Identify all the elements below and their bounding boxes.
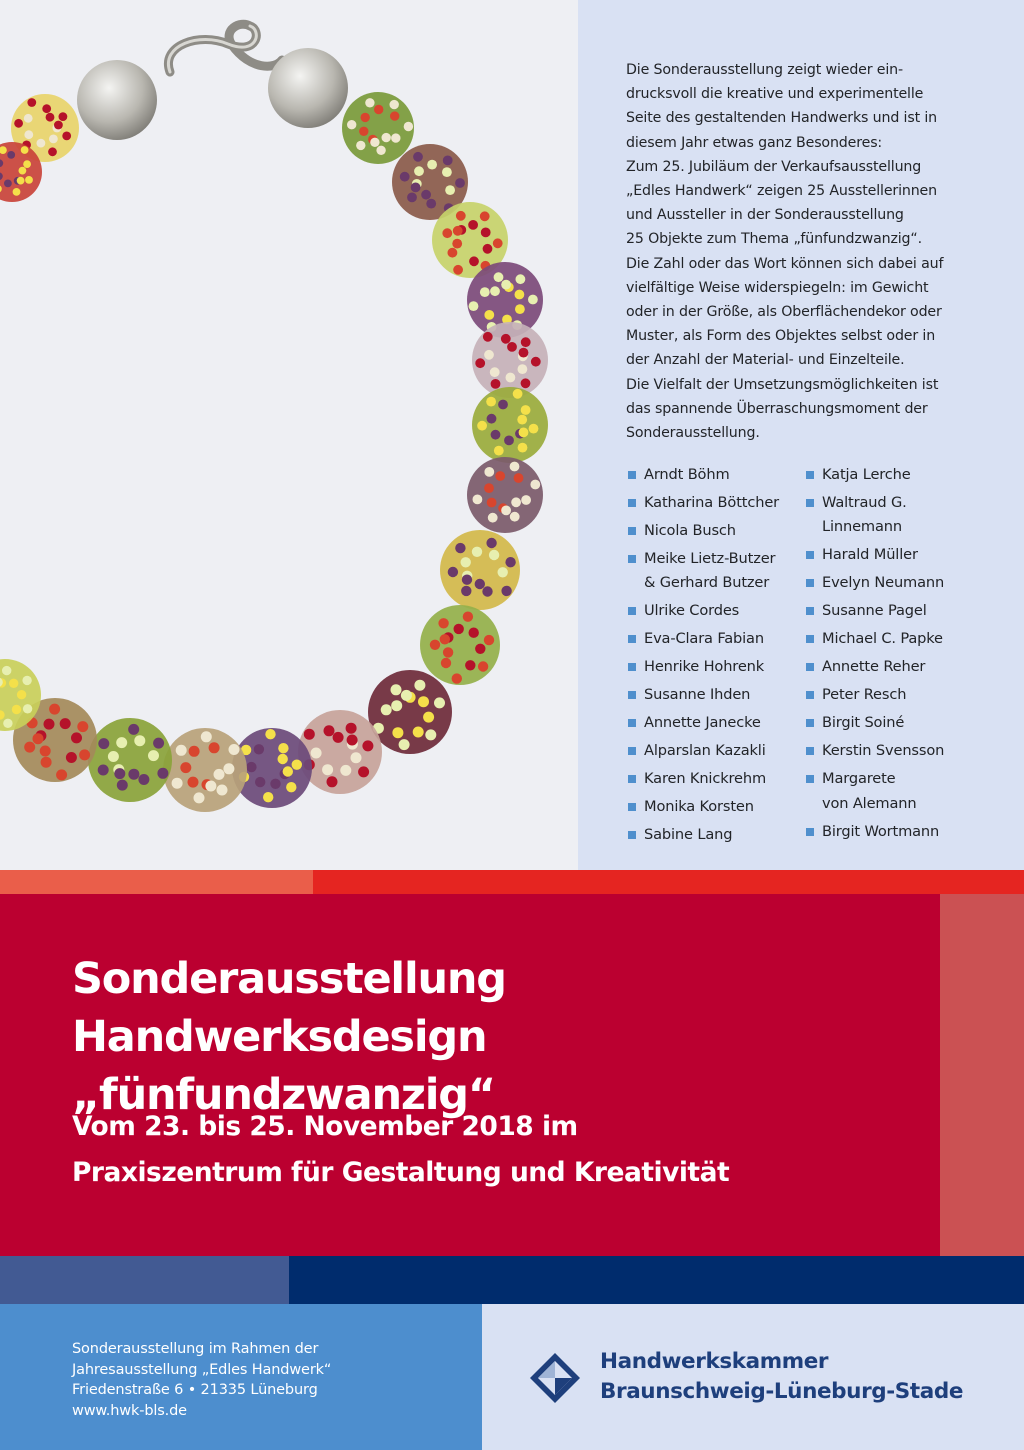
exhibitor-item: Evelyn Neumann <box>806 571 996 595</box>
bead-dot <box>98 765 109 776</box>
exhibitor-item: Ulrike Cordes <box>628 599 803 623</box>
bead-dot <box>56 769 67 780</box>
bead-dot <box>361 113 370 122</box>
footer-address: Sonderausstellung im Rahmen der Jahresausstellung „Edles Handwerk“ Friedenstraße 6 • 21335 Lüneburg www.hwk-bls.de <box>72 1341 332 1419</box>
bead-dot <box>33 733 44 744</box>
exhibitor-item: Nicola Busch <box>628 519 803 543</box>
bead-dot <box>521 378 531 388</box>
bead-dot <box>24 742 35 753</box>
bead-dot <box>292 760 302 770</box>
exhibitor-item: Henrike Hohrenk <box>628 655 803 679</box>
bead-dot <box>381 704 392 715</box>
bead-dot <box>391 684 402 695</box>
exhibitor-item: Katja Lerche <box>806 463 996 487</box>
bead-dot <box>448 248 458 258</box>
bead-dot <box>495 471 505 481</box>
bead-dot <box>374 105 383 114</box>
bead-dot <box>452 673 462 683</box>
bead-dot <box>434 697 445 708</box>
accent-bar-navy <box>289 1256 1024 1304</box>
bead-dot <box>390 111 399 120</box>
bead-dot <box>519 428 529 438</box>
exhibitor-item: Annette Reher <box>806 655 996 679</box>
silver-bead-left <box>77 60 157 140</box>
bead-dot <box>60 718 71 729</box>
info-panel <box>578 0 1024 870</box>
bead-dot <box>4 180 12 188</box>
bead-dot <box>413 727 424 738</box>
bead-dot <box>430 640 440 650</box>
bead-dot <box>278 743 288 753</box>
bead-dot <box>504 436 514 446</box>
bead-dot <box>40 746 51 757</box>
bead-dot <box>484 467 494 477</box>
bead-dot <box>427 160 437 170</box>
bead-dot <box>9 679 18 688</box>
bead-dot <box>421 190 431 200</box>
bead-dot <box>443 647 453 657</box>
bead-dot <box>347 735 358 746</box>
bead-dot <box>414 166 424 176</box>
bead-dot <box>487 498 497 508</box>
bead-dot <box>359 127 368 136</box>
bead-dot <box>478 661 488 671</box>
bead-dot <box>463 612 473 622</box>
bead-dot <box>286 782 296 792</box>
bead-dot <box>401 690 412 701</box>
bead-dot <box>254 744 264 754</box>
bead-dot <box>453 226 463 236</box>
exhibitor-item: Margarete von Alemann <box>806 767 996 816</box>
bead-dot <box>473 495 483 505</box>
bead-dot <box>278 754 288 764</box>
bead-dot <box>114 768 125 779</box>
bead-dot <box>347 120 356 129</box>
bead-dot <box>27 98 36 107</box>
bead-dot <box>440 634 450 644</box>
bead-dot <box>153 738 164 749</box>
exhibitor-item: Alparslan Kazakli <box>628 739 803 763</box>
bead-dot <box>511 497 521 507</box>
bead-dot <box>501 280 511 290</box>
accent-bar-coral <box>0 870 313 894</box>
bead-dot <box>46 113 55 122</box>
bead-dot <box>134 735 145 746</box>
bead-dot <box>382 133 391 142</box>
bead-dot <box>530 480 540 490</box>
bead-dot <box>477 421 487 431</box>
bead-dot <box>510 462 520 472</box>
accent-bar-red <box>313 870 1024 894</box>
bead-dot <box>351 752 362 763</box>
poster-title: Sonderausstellung Handwerksdesign „fünfundzwanzig“ <box>72 954 506 1120</box>
bead-dot <box>128 769 139 780</box>
exhibitor-item: Katharina Böttcher <box>628 491 803 515</box>
bead-dot <box>3 719 12 728</box>
bead-dot <box>462 575 472 585</box>
bead-dot <box>59 112 68 121</box>
organization-name: Handwerkskammer Braunschweig-Lüneburg-Stade <box>600 1349 964 1404</box>
bead-dot <box>491 430 501 440</box>
bead-dot <box>528 295 538 305</box>
bead-dot <box>521 495 531 505</box>
bead-dot <box>117 780 128 791</box>
bead-dot <box>138 774 149 785</box>
bead-dot <box>487 414 497 424</box>
bead-dot <box>108 751 119 762</box>
bead-dot <box>376 146 385 155</box>
bead-dot <box>265 729 275 739</box>
exhibitor-item: Karen Knickrehm <box>628 767 803 791</box>
bead-dot <box>128 724 139 735</box>
bead-dot <box>270 779 280 789</box>
bead-dot <box>426 199 436 209</box>
bead-dot <box>229 744 240 755</box>
bead-dot <box>475 644 485 654</box>
bead-dot <box>340 765 351 776</box>
bead-dot <box>442 167 452 177</box>
bead-dot <box>455 178 465 188</box>
bead-dot <box>24 130 33 139</box>
bead-dot <box>255 777 265 787</box>
bead-dot <box>54 121 63 130</box>
bead-dot <box>98 738 109 749</box>
bead-dot <box>17 177 25 185</box>
bead-dot <box>194 792 205 803</box>
bead-dot <box>392 727 403 738</box>
bead-dot <box>62 132 71 141</box>
bead-dot <box>327 776 338 787</box>
bead-dot <box>442 228 452 238</box>
bead-dot <box>49 135 58 144</box>
bead-dot <box>356 141 365 150</box>
bead-dot <box>455 543 465 553</box>
exhibitor-item: Michael C. Papke <box>806 627 996 651</box>
bead-dot <box>311 748 322 759</box>
bead-dot <box>77 721 88 732</box>
bead-dot <box>480 211 490 221</box>
bead-dot <box>481 228 491 238</box>
bead-dot <box>472 547 482 557</box>
bead-dot <box>425 729 436 740</box>
bead-dot <box>515 290 525 300</box>
bead-dot <box>172 778 183 789</box>
bead-dot <box>475 579 485 589</box>
bead-dot <box>42 104 51 113</box>
glass-beads <box>0 92 548 812</box>
handwerkskammer-logo-icon <box>529 1352 581 1404</box>
bead-dot <box>453 265 463 275</box>
bead-dot <box>441 658 451 668</box>
bead-dot <box>488 513 498 523</box>
bead-dot <box>501 506 511 516</box>
bead-dot <box>189 746 200 757</box>
bead-dot <box>71 732 82 743</box>
bead-dot <box>333 732 344 743</box>
bead-dot <box>482 586 492 596</box>
bead-dot <box>493 238 503 248</box>
bead-dot <box>413 152 423 162</box>
bead-dot <box>489 550 499 560</box>
bead-dot <box>423 712 434 723</box>
bead-dot <box>157 768 168 779</box>
title-block-side <box>940 894 1024 1256</box>
bead-dot <box>399 739 410 750</box>
bead-dot <box>22 676 31 685</box>
bead-dot <box>246 762 256 772</box>
bead-dot <box>461 586 471 596</box>
bead-dot <box>465 660 475 670</box>
bead-dot <box>529 424 539 434</box>
exhibitor-item: Arndt Böhm <box>628 463 803 487</box>
bead-dot <box>456 211 466 221</box>
bead-dot <box>484 483 494 493</box>
exhibitor-item: Sabine Lang <box>628 823 803 847</box>
bead-dot <box>37 139 46 148</box>
bead-dot <box>201 731 212 742</box>
bead-dot <box>486 538 496 548</box>
exhibitor-item: Eva-Clara Fabian <box>628 627 803 651</box>
bead-dot <box>414 680 425 691</box>
bead-dot <box>23 160 31 168</box>
bead-dot <box>25 176 33 184</box>
bead-dot <box>2 666 11 675</box>
exhibitor-list-right <box>806 463 996 848</box>
bead-dot <box>362 740 373 751</box>
bead-dot <box>13 188 21 196</box>
exhibitor-item: Monika Korsten <box>628 795 803 819</box>
bead-dot <box>391 133 400 142</box>
bead-dot <box>176 745 187 756</box>
exhibitor-item: Susanne Pagel <box>806 599 996 623</box>
bead-dot <box>517 415 527 425</box>
bead-dot <box>14 119 23 128</box>
necklace-photo <box>0 0 578 870</box>
bead-dot <box>490 286 500 296</box>
bead-dot <box>411 183 421 193</box>
bead-dot <box>469 628 479 638</box>
bead-dot <box>506 373 516 383</box>
bead-dot <box>498 400 508 410</box>
bead-dot <box>304 729 315 740</box>
bead-dot <box>214 769 225 780</box>
bead-dot <box>404 122 413 131</box>
bead-dot <box>48 147 57 156</box>
bead-dot <box>365 98 374 107</box>
bead-dot <box>283 766 293 776</box>
bead-dot <box>19 167 27 175</box>
bead-dot <box>521 337 531 347</box>
bead-dot <box>501 586 511 596</box>
bead-dot <box>468 220 478 230</box>
bead-dot <box>519 348 529 358</box>
bead-dot <box>480 287 490 297</box>
bead-dot <box>507 342 517 352</box>
bead-dot <box>209 742 220 753</box>
bead-dot <box>66 752 77 763</box>
bead-dot <box>494 272 504 282</box>
bead-dot <box>501 334 511 344</box>
bead-dot <box>263 792 273 802</box>
bead-dot <box>514 473 524 483</box>
bead-dot <box>443 156 453 166</box>
bead-dot <box>324 725 335 736</box>
bead-dot <box>494 446 504 456</box>
bead-dot <box>483 244 493 254</box>
bead-dot <box>513 389 523 399</box>
bead-dot <box>454 624 464 634</box>
glass-bead-necklace-image <box>0 0 578 870</box>
bead-dot <box>461 557 471 567</box>
glass-bead <box>298 710 382 794</box>
bead-dot <box>188 777 199 788</box>
exhibitor-item: Peter Resch <box>806 683 996 707</box>
bead-dot <box>49 704 60 715</box>
bead-dot <box>7 151 15 159</box>
bead-dot <box>390 100 399 109</box>
bead-dot <box>486 397 496 407</box>
bead-dot <box>518 364 528 374</box>
bead-dot <box>41 757 52 768</box>
bead-dot <box>407 193 417 203</box>
exhibitor-item: Birgit Wortmann <box>806 820 996 844</box>
exhibitor-item: Birgit Soiné <box>806 711 996 735</box>
silver-bead-right <box>268 48 348 128</box>
exhibition-description: Die Sonderausstellung zeigt wieder ein- drucksvoll die kreative und experimentelle Seite des gestaltenden Handwerks und ist in diesem Jahr etwas ganz Besonderes: Zum 25. Jubiläum der Verkaufsausstellung „Edles Handwerk“ zeigen 25 Ausstellerinnen und Aussteller in der Sonderausstellung 25 Objekte zum Thema „fünfundzwanzig“. Die Zahl oder das Wort können sich dabei auf vielfältige Weise widerspiegeln: im Gewicht oder in der Größe, als Oberflächendekor oder Muster, als Form des Objektes selbst oder in der Anzahl der Material- und Einzelteile. Die Vielfalt der Umsetzungsmöglichkeiten ist das spannende Überraschungsmoment der Sonderausstellung. <box>626 62 944 442</box>
exhibitor-list-left <box>628 463 803 851</box>
bead-dot <box>358 766 369 777</box>
bead-dot <box>521 405 531 415</box>
bead-dot <box>491 379 501 389</box>
bead-dot <box>24 114 33 123</box>
exhibitor-item: Waltraud G. Linnemann <box>806 491 996 540</box>
bead-dot <box>217 785 228 796</box>
bead-dot <box>515 304 525 314</box>
exhibitor-item: Meike Lietz-Butzer & Gerhard Butzer <box>628 547 803 596</box>
bead-dot <box>510 512 520 522</box>
bead-dot <box>17 690 26 699</box>
bead-dot <box>483 332 493 342</box>
bead-dot <box>391 700 402 711</box>
bead-dot <box>12 705 21 714</box>
bead-dot <box>23 704 32 713</box>
bead-dot <box>44 719 55 730</box>
bead-dot <box>484 350 494 360</box>
bead-dot <box>223 763 234 774</box>
bead-dot <box>445 185 455 195</box>
bead-dot <box>400 172 410 182</box>
bead-dot <box>475 358 485 368</box>
exhibitor-item: Harald Müller <box>806 543 996 567</box>
bead-dot <box>346 723 357 734</box>
bead-dot <box>516 274 526 284</box>
bead-dot <box>490 367 500 377</box>
exhibitor-item: Annette Janecke <box>628 711 803 735</box>
bead-dot <box>322 764 333 775</box>
bead-dot <box>180 762 191 773</box>
bead-dot <box>148 750 159 761</box>
bead-dot <box>438 618 448 628</box>
bead-dot <box>21 146 29 154</box>
bead-dot <box>370 138 379 147</box>
bead-dot <box>205 781 216 792</box>
bead-dot <box>531 357 541 367</box>
bead-dot <box>505 557 515 567</box>
bead-dot <box>79 749 90 760</box>
bead-dot <box>448 567 458 577</box>
bead-dot <box>469 256 479 266</box>
bead-dot <box>498 567 508 577</box>
bead-dot <box>484 635 494 645</box>
date-location: Vom 23. bis 25. November 2018 im Praxiszentrum für Gestaltung und Kreativität <box>72 1111 730 1188</box>
exhibitor-item: Kerstin Svensson <box>806 739 996 763</box>
bead-dot <box>116 737 127 748</box>
bead-dot <box>452 239 462 249</box>
bead-dot <box>518 443 528 453</box>
accent-bar-slate <box>0 1256 289 1304</box>
bead-dot <box>418 696 429 707</box>
exhibitor-item: Susanne Ihden <box>628 683 803 707</box>
clasp-hook <box>168 24 282 72</box>
bead-dot <box>484 310 494 320</box>
bead-dot <box>469 301 479 311</box>
